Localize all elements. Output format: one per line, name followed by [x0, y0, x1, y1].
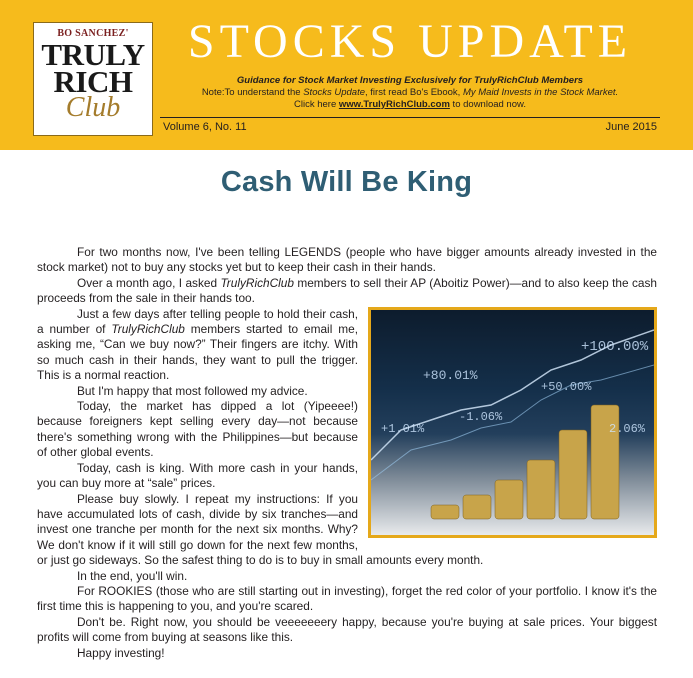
ticker-label: +100.00% [581, 338, 649, 355]
logo-author: BO SANCHEZ' [57, 28, 129, 39]
paragraph-4: But I'm happy that most followed my advice. [77, 383, 308, 398]
article-headline: Cash Will Be King [220, 166, 473, 198]
paragraph-8: In the end, you'll win. [77, 568, 188, 583]
issue-date: June 2015 [605, 121, 657, 133]
logo-club: Club [65, 92, 121, 123]
truly-rich-club-logo[interactable] [33, 22, 153, 136]
article-body [37, 245, 657, 661]
masthead-divider [160, 117, 660, 118]
ticker-label: +50.00% [541, 379, 592, 394]
note-emphasis-2: My Maid Invests in the Stock Market. [462, 87, 619, 98]
note-middle: , first read Bo's Ebook, [365, 87, 463, 98]
logo-line-rich: RICH [53, 64, 133, 99]
masthead [0, 0, 693, 150]
p2-part-a: Over a month ago, I asked [77, 275, 221, 290]
paragraph-2 [37, 276, 657, 307]
newsletter-tagline: Guidance for Stock Market Investing Exclusively for TrulyRichClub Members [236, 75, 584, 86]
p3-part-b: members started to email me, asking me, “Can we buy now?” Their fingers are itchy. With so much cash in their hands, they want to pull the trigger. This is a normal reaction. [37, 322, 358, 383]
download-prefix: Click here [294, 99, 339, 110]
newsletter-title: STOCKS UPDATE [187, 15, 633, 68]
paragraph-9: For ROOKIES (those who are still starting out in investing), forget the red color of your portfolio. I know it's the first time this is happening to you, and you're scared. [37, 583, 657, 614]
ticker-label: +1.01% [381, 421, 425, 436]
p2-emphasis: TrulyRichClub [220, 275, 294, 290]
download-line [160, 99, 660, 111]
paragraph-7: Please buy slowly. I repeat my instructions: If you have accumulated lots of cash, divide by six tranches—and invest one tranche per month for the next six months. Why? We don't know if it will still go down for the next few months, or just go sideways. So the safest thing to do is to buy in small amounts every month. [37, 491, 484, 568]
stock-market-coins-image [368, 307, 657, 538]
p3-part-a: Just a few days after telling people to hold their cash, a number of [37, 306, 358, 337]
issue-volume: Volume 6, No. 11 [163, 121, 247, 133]
paragraph-5: Today, the market has dipped a lot (Yipeeee!) because foreigners kept selling every day—not because there's something wrong with the Philippines—but because of other global events. [37, 399, 358, 460]
note-emphasis-1: Stocks Update [303, 87, 366, 98]
logo-line-truly: TRULY [41, 37, 145, 72]
ticker-label: -1.06% [459, 409, 503, 424]
paragraph-1: For two months now, I've been telling LEGENDS (people who have bigger amounts already invested in the stock market) not to buy any stocks yet but to keep their cash in their hands. [37, 245, 657, 275]
download-link[interactable]: www.TrulyRichClub.com [338, 99, 450, 110]
newsletter-note [160, 87, 660, 99]
p3-emphasis: TrulyRichClub [111, 322, 185, 337]
paragraph-10: Don't be. Right now, you should be veeeeeeery happy, because you're buying at sale prices. Your biggest profits will come from buying at seasons like this. [37, 614, 657, 645]
paragraph-6: Today, cash is king. With more cash in your hands, you can buy more at “sale” prices. [37, 460, 358, 491]
ticker-label: +80.01% [423, 367, 478, 383]
note-prefix: Note:To understand the [201, 87, 304, 98]
ticker-label: 2.06% [609, 421, 646, 436]
paragraph-11: Happy investing! [77, 645, 165, 660]
p2-part-b: members to sell their AP (Aboitiz Power)—and to also keep the cash proceeds from the sale in their hands too. [37, 275, 657, 306]
download-suffix: to download now. [449, 99, 526, 110]
